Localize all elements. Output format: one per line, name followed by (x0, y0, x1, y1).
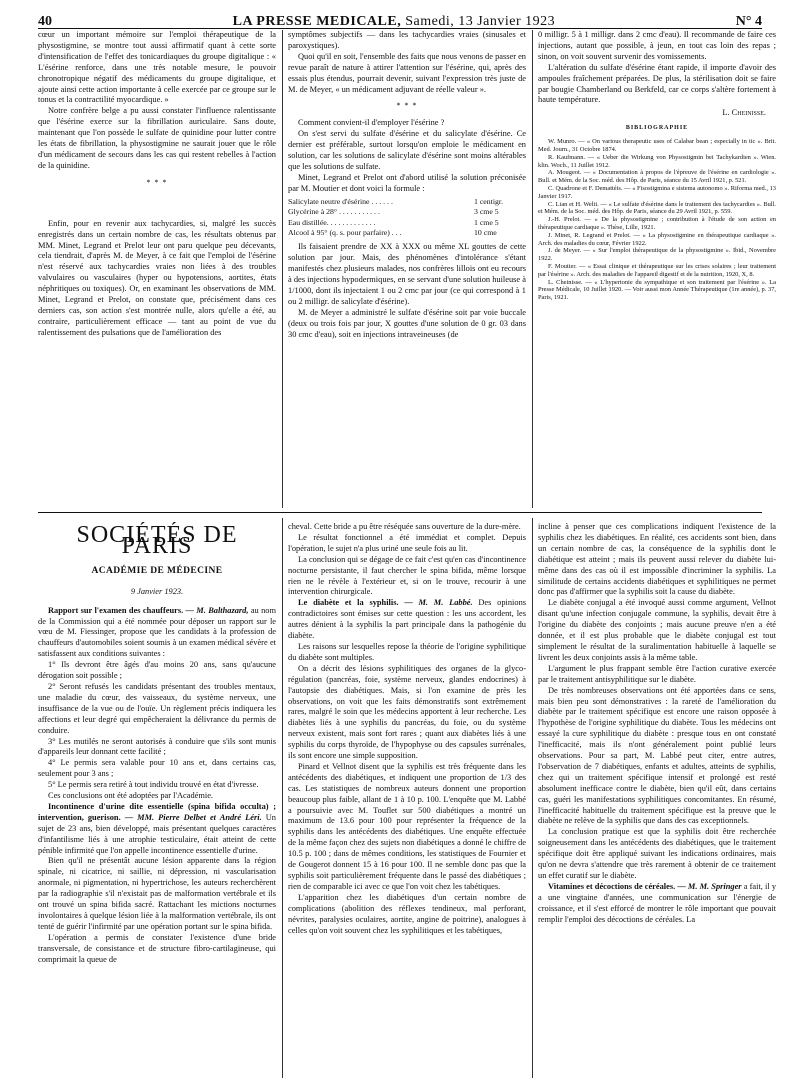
report-heading: Vitamines et décoctions de céréales. — (548, 881, 686, 891)
paragraph: L'altération du sulfate d'ésérine étant rapide, il importe d'avoir des ampoules fraîchement préparées. De plus, la stérilisation doit se faire par bougie Chamberland ou Berkfeld, car ce corps s'altère fortement à haute température. (538, 62, 776, 105)
paragraph: Notre confrère belge a pu aussi constater l'influence ralentissante que l'ésérine exerce sur la fibrillation auriculaire. Sans doute, maintenant que l'on possède le sulfate de quinidine pour lutter contre les états de fibrillation, la physostigmine ne saurait jouer que le rôle d'un médicament de secours dans les cas qui restent rebelles à l'action de la quinidine. (38, 106, 276, 170)
report-heading: Incontinence d'urine dite essentielle (spina bifida occulta) ; intervention, guerison. — (38, 801, 276, 822)
paragraph: 0 milligr. 5 à 1 milligr. dans 2 cmc d'eau). Il recommande de faire ces injections, autant que possible, à jeun, en tout cas loin des repas ; sinon, on voit souvent survenir des vomissements. (538, 30, 776, 61)
column-1 (38, 30, 276, 505)
column-2 (288, 30, 526, 505)
issue-date: Samedi, 13 Janvier 1923 (405, 14, 556, 29)
paragraph: L'apparition chez les diabétiques d'un certain nombre de complications (abolition des réflexes tendineux, mal perforant, névrites, paralysies oculaires, aortite, angine de poitrine), analogues à celles qu'on voit souvent chez les syphilitiques et les tabétiques, (288, 892, 526, 935)
paragraph: Ils faisaient prendre de XX à XXX ou même XL gouttes de cette solution par jour. Mais, des phénomènes d'intolérance s'étant manifestés chez plusieurs malades, nos confrères lillois ont eu recours à des injections hypodermiques, en se servant d'une solution huileuse à 1/1000, dont ils injectaient 1 ou 2 cmc par jour (ce qui correspond à 1 ou 2 milligr. de salicylate d'ésérine). (288, 242, 526, 306)
paragraph: Les raisons sur lesquelles repose la théorie de l'origine syphilitique du diabète sont multiples. (288, 641, 526, 662)
bibliography-entry: C. Lian et H. Welti. — « Le sulfate d'ésérine dans le traitement des tachycardies ». Bull. et Mém. de la Soc. méd. des Hôp. de Paris, séance du 29 Avril 1921, p. 559. (538, 200, 776, 216)
paragraph: Bien qu'il ne présentât aucune lésion apparente dans la région spinale, ni cicatrice, ni saillie, ni dépression, ni vascularisation anormale, ni pigmentation, ni hypertrichose, les auteurs recherchèrent par la radiographie s'il n'existait pas de malformation vertébrale et ils ont trouvé un spina bifida sacré. Rattachant les mictions nocturnes involontaires à quelque lésion liée à la malformation vertébrale, ils ont tenté de guérir l'infirmité par une opération portant sur le spina bifida. (38, 856, 276, 931)
column-3 (538, 30, 776, 505)
section-ornament: * * * (146, 177, 168, 187)
bibliography-entry: W. Munro. — « On various therapeutic uses of Calabar bean ; especially in tic ». Brit. Med. Journ., 31 Octobre 1874. (538, 138, 776, 153)
issue-number: N° 4 (735, 14, 762, 29)
paragraph: M. de Meyer a administré le sulfate d'ésérine soit par voie buccale (deux ou trois fois par jour, X gouttes d'une solution de 0 gr. 03 dans 30 cmc d'eau), soit en injections intraveineuses (de (288, 307, 526, 339)
rule-item: 4° Le permis sera valable pour 10 ans et, dans certains cas, seulement pour 3 ans ; (38, 758, 276, 779)
paragraph: Enfin, pour en revenir aux tachycardies, si, malgré les succès enregistrés dans un certain nombre de cas, les résultats obtenus par MM. Minet, Legrand et Prelot leur ont paru quelque peu décevants, cela tiendrait, d'après M. de Meyer, à ce fait que l'emploi de l'ésérine n'est réservé aux tachycardies vraies non liées à des troubles valvulaires ou vasculaires (hyper ou hypotensions, aortites, états néphritiques ou toxiques). Or, en examinant les observations de MM. Minet, Legrand et Prelot, on constate que, précisément dans ces derniers cas, son action s'est montrée nulle, alors qu'elle a été, au contraire, particulièrement efficace — tant au point de vue du ralentissement des pulsations que de l'amélioration des (38, 218, 276, 337)
paragraph: Minet, Legrand et Prelot ont d'abord utilisé la solution préconisée par M. Moutier et dont voici la formule : (288, 172, 526, 193)
paragraph: L'argument le plus frappant semble être l'action curative exercée par le traitement antisyphilitique sur le diabète. (538, 663, 776, 684)
section-rule (38, 512, 762, 513)
rule-item: 5° Le permis sera retiré à tout individu trouvé en état d'ivresse. (48, 780, 259, 790)
journal-title: LA PRESSE MEDICALE, (232, 14, 402, 29)
bibliography-entry: J.-H. Prelot. — « De la physostigmine ; contribution à l'étude de son action en thérapeutique cardiaque ». Thèse, Lille, 1921. (538, 216, 776, 231)
article-columns-top (38, 30, 776, 505)
report-author: M. Balthazard, (196, 605, 249, 615)
paragraph: Le résultat fonctionnel a été immédiat et complet. Depuis l'opération, le sujet n'a plus uriné une seule fois au lit. (288, 532, 526, 553)
report-author: M. M. Labbé. (418, 598, 473, 608)
question-heading: Comment convient-il d'employer l'ésérine ? (298, 118, 445, 128)
paragraph: On s'est servi du sulfate d'ésérine et du salicylate d'ésérine. Ce dernier est préférable, surtout lorsqu'on emploie le médicament en solution, car les solutions de salicylate d'ésérine sont moins altérables que les solutions de sulfate. (288, 129, 526, 171)
prescription-formula (288, 197, 526, 239)
report-text: Des opinions contradictoires sont émises sur cette question : les uns accordent, les autres dénient à la syphilis la part principale dans la pathogénie du diabète. (288, 598, 526, 641)
bibliography-heading: BIBLIOGRAPHIE (625, 125, 689, 132)
rule-item: 3° Les mutilés ne seront autorisés à conduire que s'ils sont munis d'appareils leur donnant cette facilité ; (38, 736, 276, 757)
report-heading: Rapport sur l'examen des chauffeurs. — (48, 605, 194, 615)
paragraph: cœur un important mémoire sur l'emploi thérapeutique de la physostigmine, se montre tout aussi affirmatif quant à cette sorte d'intensification de l'effet des tonicardiaques du groupe digitalique : « L'ésérine renforce, dans une très notable mesure, le pouvoir chronotropique négatif des médicaments du groupe digitalique, et ajoute ainsi cette action importante à celle exercée par ce groupe sur le tonus et la contractilité myocardique. » (38, 30, 276, 105)
paragraph: La conclusion qui se dégage de ce fait c'est qu'en cas d'incontinence nocturne persistante, il faut chercher le spina bifida, même lorsque rien ne le révèle à l'extérieur et, si on le trouve, recourir à une intervention chirurgicale. (288, 554, 526, 597)
formula-row: Eau distillée. . . . . . . . . . . . . 1 cme 5 (288, 217, 499, 227)
section-title: SOCIÉTÉS DE PARIS (76, 522, 238, 559)
column-divider (282, 30, 283, 508)
paragraph: La conclusion pratique est que la syphilis doit être recherchée soigneusement dans les antécédents des diabétiques, que le traitement spécifique doit être appliqué suivant les indications ordinaires, mais qu'on ne devra s'attendre que très rarement à obtenir de ce traitement un effet curatif sur le diabète. (538, 827, 776, 880)
report-text: au nom de la Commission qui a été nommée pour déposer un rapport sur le vœu de M. Fiessinger, propose que les candidats à la profession de chauffeurs d'automobiles soient soumis à un examen médical sévère et satisfassent aux conditions suivantes : (38, 605, 276, 659)
bibliography-entry: L. Cheinisse. — « L'hypertonie du sympathique et son traitement par l'ésérine ». La Presse Médicale, 10 Juillet 1920. — Voir aussi mon Année Thérapeutique (1re année), p. 37, Paris, 1921. (538, 278, 776, 302)
paragraph: De très nombreuses observations ont été apportées dans ce sens, mais bien peu sont démonstratives : la rareté de l'amélioration du diabète par le traitement spécifique est encore une raison opposée à l'hypothèse de l'origine syphilitique du diabète. Tous les médecins ont essayé la cure syphilitique du diabète : presque tous en ont constaté l'inefficacité, mais ils n'ont généralement point publié leurs observations. Pour sa part, M. Labbé peut citer, entre autres, l'observation de 7 diabétiques, enfants et adultes, atteints de syphilis, chez qui un traitement spécifique intensif et prolongé est resté absolument inefficace contre le diabète, bien qu'il eût, dans certains cas, guéri les manifestations syphilitiques concomitantes. En résumé, l'inefficacité habituelle du traitement spécifique est la preuve que le diabète ne relève de la syphilis que dans des cas exceptionnels. (538, 685, 776, 826)
section-ornament: * * * (396, 101, 418, 111)
report-author: MM. Pierre Delbet et André Léri. (137, 812, 262, 822)
report-text: Un sujet de 23 ans, bien développé, mais présentant quelques caractères d'infantilisme liés à une atrophie testiculaire, était atteint de cette pénible infirmité que l'on appelle incontinence essentielle d'urine. (38, 812, 276, 855)
paragraph: incline à penser que ces complications indiquent l'existence de la syphilis chez les diabétiques. En réalité, ces accidents sont bien, dans un certain nombre de cas, la conséquence de la syphilis dont le diabétique est atteint ; mais ils peuvent aussi relever du diabète lui-même dans des cas où il est impossible d'incriminer la syphilis. La similitude de certains accidents diabétiques et syphilitiques ne permet donc pas d'affirmer que la syphilis soit la cause du diabète. (538, 522, 776, 597)
column-divider (532, 518, 533, 1078)
rule-item: 2° Seront refusés les candidats présentant des troubles mentaux, une maladie du cœur, des vaisseaux, du système nerveux, une insuffisance de la vue ou de l'ouïe. Un règlement précis indiquera les affections et leur degré qui empêcheraient la délivrance du permis de conduire. (38, 681, 276, 735)
report-author: M. M. Springer (687, 881, 742, 891)
bibliography-entry: J. Minet, R. Legrand et Prelot. — « La physostigmine en thérapeutique cardiaque ». Arch. des maladies du cœur, Février 1922. (538, 231, 776, 247)
paragraph: On a décrit des lésions syphilitiques des organes de la glyco-régulation (pancréas, foie, système nerveux, glandes endocrines) à l'autopsie des diabétiques. Mais, si l'on examine de près les observations, on voit que les faits démonstratifs sont extrêmement rares, malgré le soin que les médecins apportent à leur recherche. Les diabètes liés à une syphilis du pancréas, du foie, ou du système nerveux existent, mais sont fort rares ; quant aux diabètes liés à une syphilis du corps thyroïde, de l'hypophyse ou des capsules surrénales, ils sont encore une simple supposition. (288, 663, 526, 761)
formula-row: Salicylate neutre d'ésérine . . . . . . 1 centigr. (288, 196, 504, 206)
column-divider (282, 518, 283, 1078)
paragraph: Le diabète conjugal a été invoqué aussi comme argument, Vellnot disant qu'une infection conjugale commune, la syphilis, devait être à l'origine du diabète des conjoints ; mais aucune preuve n'en a été donnée, et il est plus probable que le diabète conjugal est tout simplement le résultat de la suralimentation habituelle à laquelle se livrent les deux conjoints assis à la même table. (538, 598, 776, 662)
bibliography-entry: J. de Meyer. — « Sur l'emploi thérapeutique de la physostigmine ». Ibid., Novembre 1922. (538, 247, 776, 263)
column-3 (538, 522, 776, 1078)
column-divider (532, 30, 533, 508)
bibliography-entry: A. Mougeot. — « Documentation à propos de l'épreuve de l'ésérine en cardiologie ». Bull. et Mém. de la Soc. méd. des Hôp. de Paris, séance du 15 Avril 1921, p. 521. (538, 169, 776, 185)
paragraph: Pinard et Vellnot disent que la syphilis est très fréquente dans les antécédents des diabétiques, et indiquent une proportion de 1/3 des cas. Les statistiques de nombreux auteurs donnent une proportion beaucoup plus faible, allant de 1 à 10 p. 100. L'enquête que M. Labbé a poursuivie avec M. Touflet sur 500 diabétiques a montré un maximum de 13.6 pour 100 pour représenter la fréquence de la syphilis dans les antécédents des diabétiques. Une enquête effectuée de la même façon chez des sujets non diabétiques a donné le chiffre de 10.5 p. 100 ; dans de mêmes conditions, les statistiques de Fournier et de Gougerot donnent 15 à 16 pour 100. Il ne semble donc pas que la syphilis soit particulièrement fréquente dans le passé des diabétiques ; rien de comparable ici avec ce que l'on voit chez les tabétiques. (288, 761, 526, 891)
bibliography-entry: C. Quadrone et F. Demattéis. — « Fisostigmina e sistema autonomo ». Riforma med., 13 Janvier 1917. (538, 184, 776, 200)
paragraph: Quoi qu'il en soit, l'ensemble des faits que nous venons de passer en revue paraît de nature à attirer l'attention sur l'ésérine, qui, après des essais plus étendus, pourrait devenir, suivant l'expression très juste de M. de Meyer, « un médicament adjuvant de réelle valeur ». (288, 51, 526, 94)
society-reports (38, 522, 776, 1078)
paragraph: Ces conclusions ont été adoptées par l'Académie. (48, 791, 214, 801)
page-number: 40 (38, 14, 52, 29)
author-signature: L. Cheinisse. (722, 108, 766, 118)
formula-row: Alcool à 95° (q. s. pour parfaire) . . . 10 cme (288, 227, 497, 237)
paragraph: symptômes subjectifs — dans les tachycardies vraies (sinusales et paroxystiques). (288, 30, 526, 50)
header-rule (38, 28, 762, 29)
session-date: 9 Janvier 1923. (130, 586, 184, 596)
paragraph: L'opération a permis de constater l'existence d'une bride transversale, de consistance et de structure fibro-cartilagineuse, qui comprimait la queue de (38, 932, 276, 964)
report-text: a fait, il y a une vingtaine d'années, une communication sur l'énergie de croissance, et il s'est efforcé de montrer le rôle important que pouvait remplir l'emploi des décoctions de céréales. La (538, 881, 776, 924)
formula-row: Glycérine à 28° . . . . . . . . . . . 3 cme 5 (288, 207, 499, 217)
bibliography-entry: F. Moutier. — « Essai clinique et thérapeutique sur les crises solaires ; leur traitement par l'ésérine ». Arch. des maladies de l'appareil digestif et de la nutrition, 1920, X, 8. (538, 262, 776, 278)
column-1 (38, 522, 276, 1078)
rule-item: 1° Ils devront être âgés d'au moins 20 ans, sans qu'aucune dérogation soit possible ; (38, 660, 276, 681)
column-2 (288, 522, 526, 1078)
subsection-title: ACADÉMIE DE MÉDECINE (91, 565, 223, 576)
paragraph: cheval. Cette bride a pu être réséquée sans ouverture de la dure-mère. (288, 522, 521, 531)
report-heading: Le diabète et la syphilis. — (298, 598, 413, 608)
bibliography-entry: R. Kaufmann. — « Ueber die Wirkung von Physostigmin bei Tachykardien ». Wien. klin. Woch., 11 Juillet 1912. (538, 153, 776, 169)
